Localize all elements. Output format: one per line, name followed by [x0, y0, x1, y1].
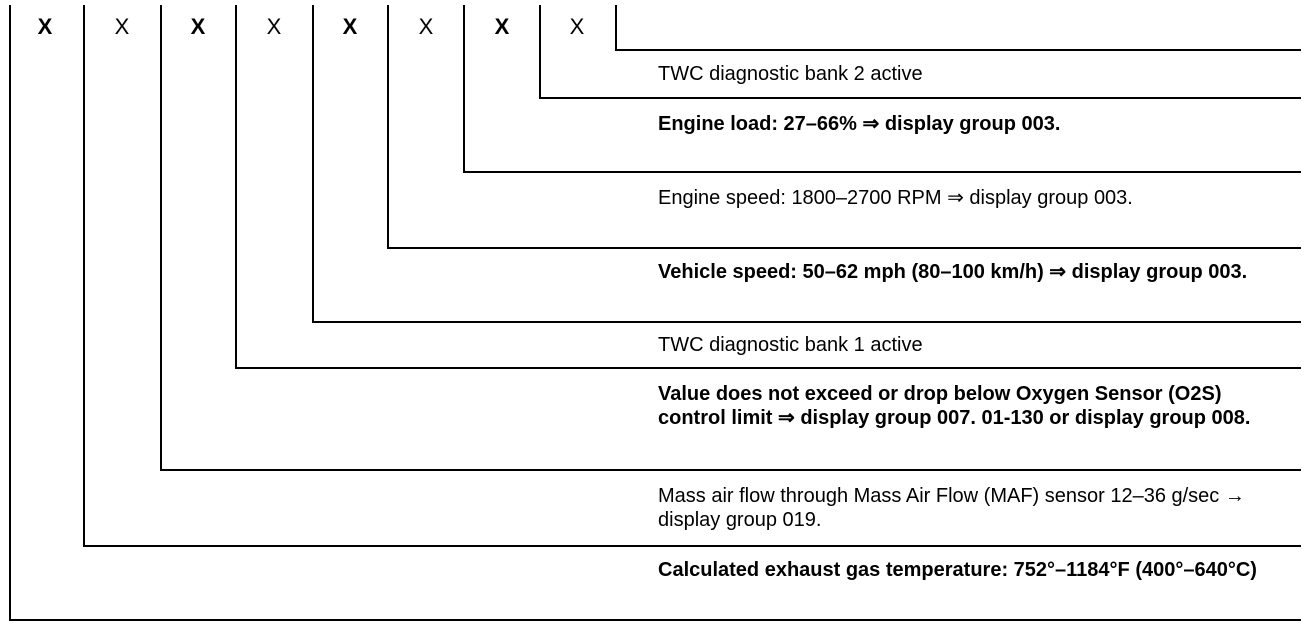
bit-4-marker: X [266, 14, 282, 39]
row-engine-load: Engine load: 27–66% ⇒ display group 003. [658, 113, 1061, 135]
bit-8-marker: X [569, 14, 585, 39]
row-twc-bank-2: TWC diagnostic bank 2 active [658, 63, 923, 85]
row-engine-speed: Engine speed: 1800–2700 RPM ⇒ display group 003. [658, 187, 1133, 209]
bit-2-marker: X [114, 14, 130, 39]
bit-5-marker: X [342, 14, 358, 39]
bit-1-marker: X [37, 14, 53, 39]
bit-7-marker: X [494, 14, 510, 39]
row-exhaust-gas-temp: Calculated exhaust gas temperature: 752°–1184°F (400°–640°C) [658, 559, 1257, 581]
row-vehicle-speed: Vehicle speed: 50–62 mph (80–100 km/h) ⇒ display group 003. [658, 261, 1248, 283]
row-twc-bank-1: TWC diagnostic bank 1 active [658, 334, 923, 356]
row-o2s-control-limit: Value does not exceed or drop below Oxygen Sensor (O2S) control limit ⇒ display group 007. 01-130 or display group 008. [658, 383, 1251, 429]
row-mass-air-flow: Mass air flow through Mass Air Flow (MAF) sensor 12–36 g/sec → display group 019. [658, 485, 1245, 531]
bit-3-marker: X [190, 14, 206, 39]
bit-6-marker: X [418, 14, 434, 39]
